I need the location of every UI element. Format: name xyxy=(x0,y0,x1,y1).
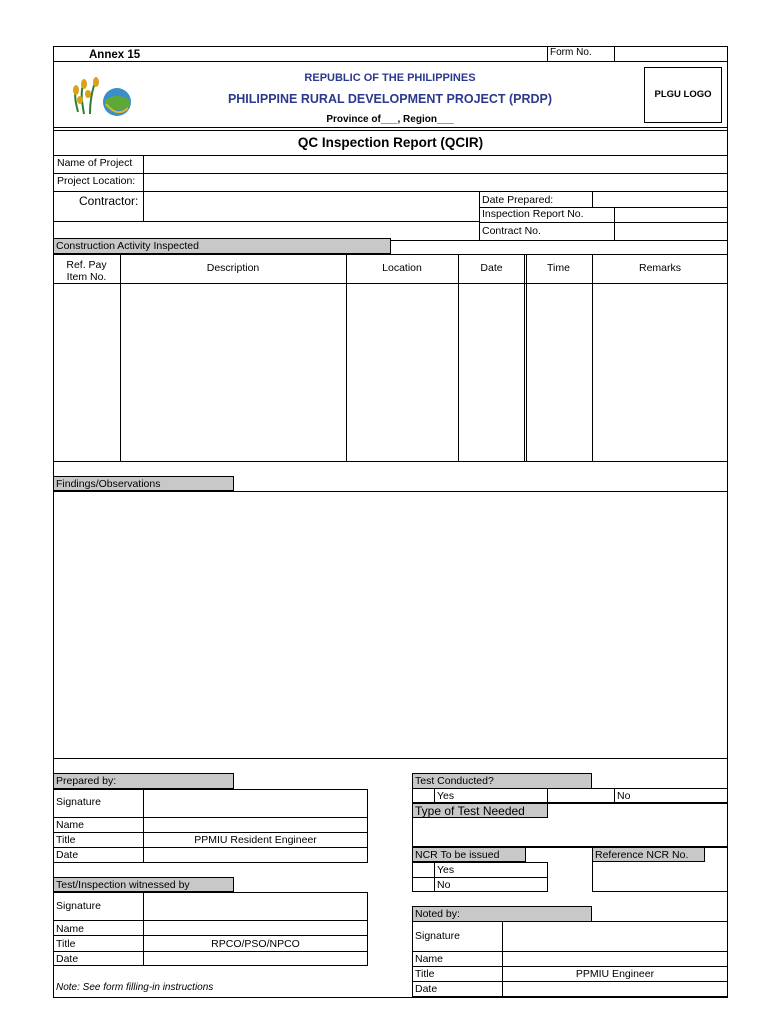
noted-date-label: Date xyxy=(415,983,438,995)
noted-name-field[interactable] xyxy=(503,952,727,966)
noted-date-field[interactable] xyxy=(503,982,727,996)
name-of-project-label: Name of Project xyxy=(57,157,133,169)
witnessed-title-value: RPCO/PSO/NPCO xyxy=(211,938,300,950)
activity-description-cell[interactable] xyxy=(121,284,346,461)
prepared-name-label: Name xyxy=(56,819,85,831)
ncr-yes-label: Yes xyxy=(437,864,455,876)
type-of-test-field[interactable] xyxy=(548,804,727,846)
col-location: Location xyxy=(382,262,422,274)
activity-location-cell[interactable] xyxy=(347,284,458,461)
construction-activity-header xyxy=(53,238,391,254)
ncr-header xyxy=(412,847,526,862)
noted-name-label: Name xyxy=(415,953,444,965)
prdp-logo xyxy=(70,74,136,120)
contractor-label: Contractor: xyxy=(79,194,139,208)
witnessed-signature-field[interactable] xyxy=(144,893,367,920)
col-time: Time xyxy=(547,262,570,274)
prepared-date-label: Date xyxy=(56,849,79,861)
col-ref-pay-item: Ref. Pay Item No. xyxy=(66,259,107,283)
noted-by-label: Noted by: xyxy=(415,908,460,920)
test-yes-label: Yes xyxy=(437,790,455,802)
contract-no-label: Contract No. xyxy=(482,225,541,237)
inspection-report-no-field[interactable] xyxy=(615,208,727,222)
plgu-logo-box xyxy=(644,67,722,123)
test-yes-checkbox[interactable] xyxy=(413,789,434,802)
findings-field[interactable] xyxy=(54,492,727,758)
reference-ncr-header xyxy=(592,847,705,862)
noted-title-label: Title xyxy=(415,968,435,980)
ncr-yes-checkbox[interactable] xyxy=(413,863,434,877)
test-no-checkbox[interactable] xyxy=(548,789,614,802)
prepared-signature-field[interactable] xyxy=(144,790,367,817)
activity-remarks-cell[interactable] xyxy=(593,284,727,461)
activity-ref-cell[interactable] xyxy=(54,284,120,461)
construction-activity-label: Construction Activity Inspected xyxy=(56,240,199,252)
test-conducted-header xyxy=(412,773,592,789)
ncr-label: NCR To be issued xyxy=(415,849,500,861)
noted-title-value: PPMIU Engineer xyxy=(575,968,655,980)
noted-signature-field[interactable] xyxy=(503,922,727,951)
col-description: Description xyxy=(206,262,260,274)
reference-ncr-field[interactable] xyxy=(593,863,727,891)
report-title: QC Inspection Report (QCIR) xyxy=(297,135,484,150)
col-date: Date xyxy=(480,262,503,274)
footer-note: Note: See form filling-in instructions xyxy=(56,982,214,993)
form-no-field[interactable] xyxy=(615,47,727,61)
inspection-report-no-label: Inspection Report No. xyxy=(482,208,584,220)
date-prepared-label: Date Prepared: xyxy=(482,194,554,206)
activity-time-cell[interactable] xyxy=(527,284,592,461)
findings-header xyxy=(53,476,234,491)
contract-no-field[interactable] xyxy=(615,223,727,239)
project-heading: PHILIPPINE RURAL DEVELOPMENT PROJECT (PRDP) xyxy=(227,92,553,106)
republic-heading: REPUBLIC OF THE PHILIPPINES xyxy=(304,72,476,84)
project-location-field[interactable] xyxy=(144,174,727,191)
province-region: Province of___, Region___ xyxy=(326,114,454,125)
col-remarks: Remarks xyxy=(638,262,681,274)
annex-label: Annex 15 xyxy=(89,49,141,61)
witnessed-date-label: Date xyxy=(56,953,79,965)
ncr-no-label: No xyxy=(437,879,451,891)
witnessed-name-label: Name xyxy=(56,923,85,935)
witnessed-title-label: Title xyxy=(56,938,76,950)
type-of-test-label: Type of Test Needed xyxy=(415,804,525,818)
witnessed-by-label: Test/Inspection witnessed by xyxy=(56,879,190,891)
prepared-title-value: PPMIU Resident Engineer xyxy=(194,834,317,846)
witnessed-name-field[interactable] xyxy=(144,921,367,935)
reference-ncr-label: Reference NCR No. xyxy=(595,849,689,861)
name-of-project-field[interactable] xyxy=(144,156,727,173)
prepared-date-field[interactable] xyxy=(144,848,367,862)
test-no-label: No xyxy=(617,790,631,802)
prepared-by-header xyxy=(53,773,234,789)
plgu-logo-label: PLGU LOGO xyxy=(654,89,712,100)
prepared-signature-label: Signature xyxy=(56,796,101,808)
findings-label: Findings/Observations xyxy=(56,478,161,490)
contractor-field[interactable] xyxy=(144,192,479,221)
witnessed-by-header xyxy=(53,877,234,892)
witnessed-signature-label: Signature xyxy=(56,900,101,912)
form-no-label: Form No. xyxy=(550,47,592,58)
prepared-name-field[interactable] xyxy=(144,818,367,832)
project-location-label: Project Location: xyxy=(57,175,136,187)
prepared-by-label: Prepared by: xyxy=(56,775,117,787)
witnessed-date-field[interactable] xyxy=(144,952,367,965)
date-prepared-field[interactable] xyxy=(593,192,727,207)
activity-date-cell[interactable] xyxy=(459,284,524,461)
noted-signature-label: Signature xyxy=(415,930,460,942)
test-conducted-label: Test Conducted? xyxy=(415,775,494,787)
noted-by-header xyxy=(412,906,592,922)
prepared-title-label: Title xyxy=(56,834,76,846)
ncr-no-checkbox[interactable] xyxy=(413,878,434,891)
